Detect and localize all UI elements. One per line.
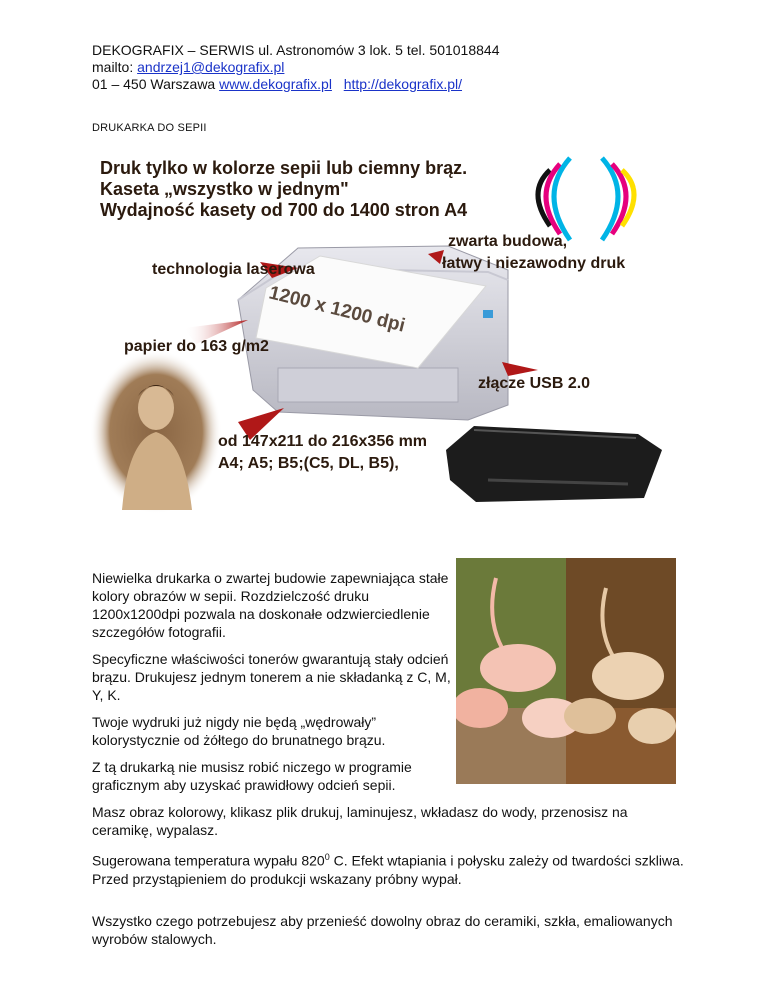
mail-prefix: mailto: — [92, 59, 138, 75]
company-line — [92, 42, 500, 59]
temperature-rest: C. Efekt wtapiania i połysku zależy od twardości szkliwa. Przed przystąpieniem do produkcji wskazany próbny wypał. — [92, 852, 684, 887]
mail-line — [92, 59, 284, 76]
arrow-usb — [502, 362, 538, 376]
cmyk-brackets-icon — [538, 158, 634, 240]
paragraph-4: Z tą drukarką nie musisz robić niczego w programie graficznym aby uzyskać prawidłowy odcień sepii. — [92, 759, 412, 793]
website-link-short[interactable]: www.dekografix.pl — [219, 76, 332, 92]
paragraph-3: Twoje wydruki już nigdy nie będą „wędrowały” kolorystycznie od żółtego do brunatnego brązu. — [92, 714, 386, 748]
callout-sizes-2: A4; A5; B5;(C5, DL, B5), — [218, 455, 399, 472]
address-line — [92, 76, 462, 93]
callout-usb: złącze USB 2.0 — [478, 375, 591, 392]
temperature-paragraph — [92, 848, 692, 888]
closing-paragraph: Wszystko czego potrzebujesz aby przenieść dowolny obraz do ceramiki, szkła, emaliowanych wyrobów stalowych. — [92, 913, 673, 947]
email-link[interactable]: andrzej1@dekografix.pl — [137, 59, 285, 75]
paragraph-2: Specyficzne właściwości tonerów gwarantują stały odcień brązu. Drukujesz jednym tonerem a nie składanką z C, M, Y, K. — [92, 651, 451, 703]
company-text: DEKOGRAFIX – SERWIS ul. Astronomów 3 lok. 5 tel. 501018844 — [92, 42, 500, 58]
promo-banner — [88, 150, 676, 530]
temperature-degree: 0 — [324, 852, 330, 862]
website-link-full[interactable]: http://dekografix.pl/ — [343, 76, 463, 92]
callout-paper: papier do 163 g/m2 — [124, 338, 269, 355]
callout-sizes-1: od 147x211 do 216x356 mm — [218, 433, 428, 450]
paragraph-1: Niewielka drukarka o zwartej budowie zapewniająca stałe kolory obrazów w sepii. Rozdzielczość druku 1200x1200dpi pozwala na doskonałe odzwierciedlenie szczegółów fotografii. — [92, 570, 449, 640]
toner-cartridge-image — [446, 426, 662, 502]
section-title: DRUKARKA DO SEPII — [92, 122, 207, 134]
address-text: 01 – 450 Warszawa — [92, 76, 220, 92]
flamingo-photo — [456, 558, 676, 784]
headline-line-2: Kaseta „wszystko w jednym" — [100, 179, 349, 199]
headline-line-1: Druk tylko w kolorze sepii lub ciemny brąz. — [100, 158, 468, 178]
callout-compact-1: zwarta budowa, — [448, 233, 568, 250]
headline-line-3: Wydajność kasety od 700 do 1400 stron A4 — [100, 200, 468, 220]
sepia-portrait-image — [90, 350, 222, 514]
callout-compact-2: łatwy i niezawodny druk — [442, 255, 626, 272]
paragraph-5: Masz obraz kolorowy, klikasz plik drukuj, laminujesz, wkładasz do wody, przenosisz na ceramikę, wypalasz. — [92, 804, 628, 838]
callout-laser: technologia laserowa — [152, 261, 315, 278]
temperature-text: Sugerowana temperatura wypału 820 — [92, 852, 325, 869]
callout-resolution: 1200 x 1200 dpi — [266, 282, 408, 337]
